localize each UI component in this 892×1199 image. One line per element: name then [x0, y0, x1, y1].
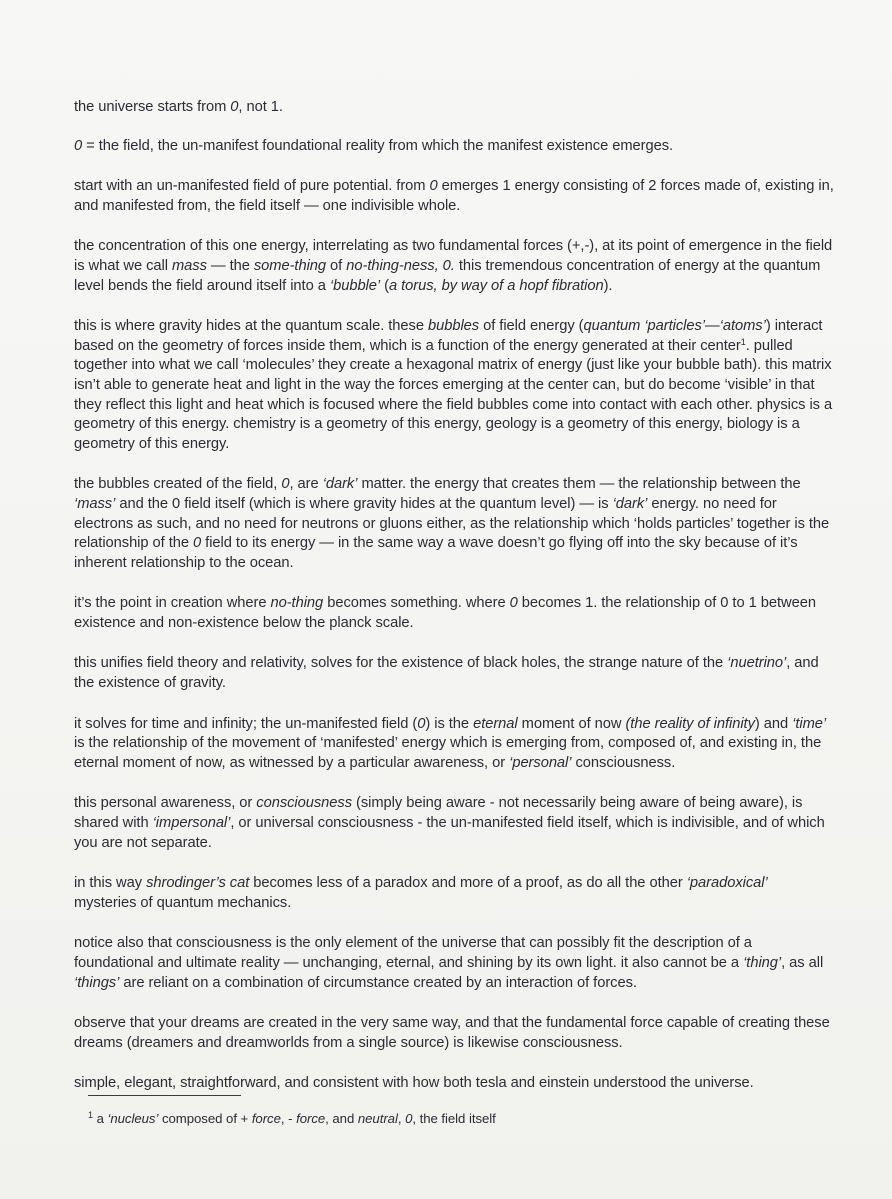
italic-text: mass [171, 257, 207, 274]
italic-text: ‘time’ [792, 715, 827, 732]
italic-text: ‘mass’ [74, 495, 116, 512]
italic-text: 0 [429, 178, 438, 195]
text-run: , are [289, 476, 323, 493]
text-run: energy. no need for electrons as such, and no need for neutrons or gluons either, as the relationship which ‘holds particles’ together is the relationship of the [74, 495, 830, 552]
text-run: . pulled together into what we call ‘molecules’ they create a hexagonal matrix of energy (just like your bubble bath). this matrix isn’t able to generate heat and light in the way the forces emerging at the center can, but do become ‘visible’ in that they reflect this light and heat which is focused where the field bubbles come into contact with each other. physics is a geometry of this energy. chemistry is a geometry of this energy, geology is a geometry of this energy, biology is a geometry of this energy. [74, 337, 833, 452]
italic-text: ‘dark’ [612, 495, 648, 512]
italic-text: ‘dark’ [322, 476, 358, 493]
italic-text: ‘things’ [74, 974, 120, 991]
text-run: this unifies field theory and relativity, solves for the existence of black holes, the strange nature of the [74, 655, 728, 672]
text-run: of [326, 257, 347, 274]
italic-text: shrodinger’s cat [146, 875, 250, 892]
text-run: ) is the [425, 715, 474, 732]
italic-text: neutral [357, 1111, 398, 1126]
text-run: the concentration of this one energy, interrelating as two fundamental forces (+,-), at its point of emergence in the field is what we call [74, 238, 833, 274]
italic-text: 0 [193, 535, 202, 552]
text-run: moment of now [517, 715, 626, 732]
text-run: , and the existence of gravity. [74, 655, 819, 692]
paragraph [74, 1074, 834, 1094]
paragraph [74, 137, 834, 157]
text-run: of field energy ( [479, 318, 584, 335]
italic-text: quantum ‘particles’—‘atoms’ [583, 318, 766, 335]
text-run: becomes something. where [323, 595, 510, 612]
paragraph [74, 475, 834, 573]
text-run: , - [280, 1111, 297, 1126]
paragraph [74, 98, 834, 118]
paragraph [74, 1014, 834, 1053]
paragraph [74, 237, 834, 296]
paragraph [74, 874, 834, 913]
text-run: and the 0 field itself (which is where gravity hides at the quantum level) — is [115, 495, 613, 512]
italic-text: ‘impersonal’ [152, 815, 231, 832]
text-run: , not 1. [238, 99, 283, 115]
paragraph [74, 934, 834, 993]
italic-text: ‘paradoxical’ [686, 875, 768, 892]
text-run: becomes less of a paradox and more of a proof, as do all the other [249, 875, 687, 892]
text-run: = the field, the un-manifest foundational reality from which the manifest existence emerges. [82, 137, 674, 154]
text-run: emerges 1 energy consisting of 2 forces made of, existing in, and manifested from, the field itself — one indivisible whole. [74, 178, 834, 214]
text-run: a [92, 1111, 108, 1126]
italic-text: a torus, by way of a hopf fibration [388, 277, 604, 294]
text-run: ( [380, 277, 389, 294]
italic-text: some-thing [253, 257, 327, 274]
text-run: in this way [74, 875, 147, 892]
text-run: ). [603, 277, 613, 294]
body-text [74, 98, 834, 1115]
paragraph [74, 715, 834, 774]
italic-text: 0 [74, 137, 83, 154]
text-run: , as all [781, 955, 824, 971]
text-run: are reliant on a combination of circumstance created by an interaction of forces. [119, 974, 637, 991]
text-run: the universe starts from [74, 99, 231, 115]
italic-text: 0 [509, 595, 518, 612]
text-run: field to its energy — in the same way a wave doesn’t go flying off into the sky because of it’s inherent relationship to the ocean. [74, 535, 798, 571]
italic-text: (the reality of infinity [625, 715, 755, 732]
italic-text: 0 [405, 1111, 413, 1126]
paragraph [74, 317, 834, 454]
italic-text: ‘nucleus’ [107, 1111, 159, 1126]
text-run: it’s the point in creation where [74, 595, 271, 612]
paragraph [74, 177, 834, 216]
italic-text: no-thing [270, 595, 324, 612]
paragraph [74, 594, 834, 633]
italic-text: eternal [473, 715, 518, 732]
text-run: this tremendous concentration of energy at the quantum level bends the field around itself into a [74, 257, 821, 294]
text-run: the bubbles created of the field, [74, 476, 282, 493]
italic-text: force [251, 1111, 281, 1126]
italic-text: ‘thing’ [743, 955, 782, 971]
text-run: (simply being aware - not necessarily being aware of being aware), is shared with [74, 795, 803, 832]
text-run: this personal awareness, or [74, 795, 257, 812]
text-run: start with an un-manifested field of pure potential. from [74, 178, 430, 195]
italic-text: bubbles [427, 318, 480, 335]
text-run: mysteries of quantum mechanics. [74, 894, 292, 911]
italic-text: 0 [417, 715, 426, 732]
paragraph [74, 794, 834, 853]
text-run: ) and [754, 715, 793, 732]
footnote-marker: 1 [740, 336, 746, 347]
text-run: observe that your dreams are created in the very same way, and that the fundamental force capable of creating these dreams (dreamers and dreamworlds from a single source) is likewise consciousness. [74, 1015, 830, 1051]
text-run: , and [325, 1111, 358, 1126]
footnote-marker: 1 [88, 1110, 93, 1120]
text-run: notice also that consciousness is the only element of the universe that can possibly fit the description of a foundational and ultimate reality — unchanging, eternal, and shining by its own light. it also cannot be a [74, 935, 752, 971]
text-run: this is where gravity hides at the quantum scale. these [74, 318, 428, 335]
text-run: consciousness. [571, 754, 676, 771]
text-run: ) interact based on the geometry of forces inside them, which is a function of the energy generated at their center [74, 318, 823, 354]
text-run: simple, elegant, straightforward, and consistent with how both tesla and einstein understood the universe. [74, 1075, 754, 1092]
italic-text: ‘nuetrino’ [727, 655, 787, 672]
text-run: composed of + [158, 1111, 252, 1126]
text-run: becomes 1. the relationship of 0 to 1 between existence and non-existence below the planck scale. [74, 595, 816, 631]
text-run: it solves for time and infinity; the un-manifested field ( [74, 715, 418, 732]
text-run: , [397, 1111, 406, 1126]
italic-text: 0 [281, 476, 290, 493]
footnote-divider [88, 1095, 241, 1096]
italic-text: ‘bubble’ [329, 277, 381, 294]
text-run: matter. the energy that creates them — the relationship between the [357, 476, 801, 493]
paragraph [74, 654, 834, 693]
footnote [88, 1110, 788, 1128]
text-run: is the relationship of the movement of ‘manifested’ energy which is emerging from, composed of, and existing in, the eternal moment of now, as witnessed by a particular awareness, or [74, 735, 822, 771]
italic-text: no-thing-ness, 0. [346, 257, 455, 274]
italic-text: consciousness [256, 795, 352, 812]
italic-text: 0 [230, 99, 239, 115]
text-run: , the field itself [412, 1111, 496, 1126]
text-run: — the [206, 257, 254, 274]
text-run: , or universal consciousness - the un-manifested field itself, which is indivisible, and of which you are not separate. [74, 815, 825, 851]
italic-text: force [296, 1111, 326, 1126]
italic-text: ‘personal’ [509, 754, 572, 771]
